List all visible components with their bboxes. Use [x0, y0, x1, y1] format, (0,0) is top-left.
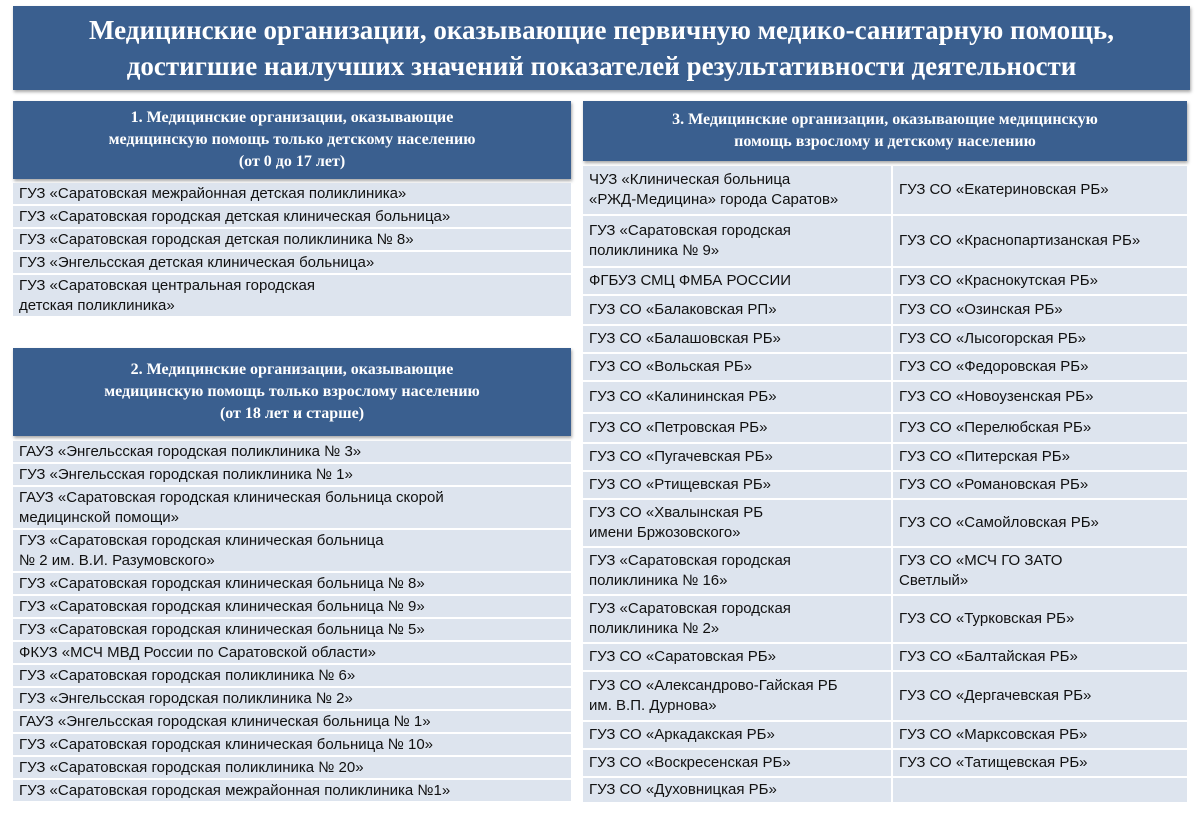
list-item-text: ГУЗ «Саратовская межрайонная детская поликлиника»: [19, 185, 407, 202]
table-cell-left: [583, 750, 893, 778]
table-cell-right: [893, 268, 1187, 296]
table-cell-line: ГУЗ СО «Духовницкая РБ»: [589, 781, 777, 798]
table-cell-text: [589, 300, 777, 320]
table-cell-line: ГУЗ СО «Воскресенская РБ»: [589, 754, 791, 771]
list-item-text: ГУЗ «Саратовская городская клиническая больница № 8»: [19, 575, 425, 592]
table-cell-text: [899, 475, 1088, 495]
table-cell-left: [583, 500, 893, 548]
list-item: [13, 252, 571, 275]
table-cell-text: [899, 725, 1087, 745]
title-line: Медицинские организации, оказывающие первичную медико-санитарную помощь,: [89, 15, 1114, 45]
list-item-text: ГУЗ «Энгельсская детская клиническая больница»: [19, 254, 375, 271]
table-cell-line: «РЖД-Медицина» города Саратов»: [589, 191, 839, 208]
list-item-text: ГУЗ «Саратовская городская клиническая больница № 10»: [19, 736, 434, 753]
table-cell-line: ГУЗ СО «Александрово-Гайская РБ: [589, 677, 838, 694]
list-item-text: ФКУЗ «МСЧ МВД России по Саратовской области»: [19, 644, 376, 661]
table-cell-right: [893, 414, 1187, 444]
table-cell-right: [893, 296, 1187, 326]
list-item-text: ГУЗ «Саратовская городская клиническая больница № 9»: [19, 598, 425, 615]
table-cell-right: [893, 500, 1187, 548]
list-item-text: ГУЗ «Саратовская городская детская поликлиника № 8»: [19, 231, 414, 248]
table-cell-right: [893, 472, 1187, 500]
table-cell-left: [583, 548, 893, 596]
table-cell-line: ГУЗ «Саратовская городская: [589, 552, 791, 569]
section1-heading: [13, 101, 571, 179]
table-cell-right: [893, 382, 1187, 414]
table-cell-text: [589, 551, 791, 591]
table-cell-left: [583, 722, 893, 750]
section3-heading: [583, 101, 1187, 161]
table-cell-line: ГУЗ СО «Романовская РБ»: [899, 476, 1089, 493]
table-cell-text: [589, 170, 838, 210]
table-cell-line: ГУЗ СО «Вольская РБ»: [589, 358, 753, 375]
table-cell-line: ГУЗ СО «Балтайская РБ»: [899, 648, 1078, 665]
table-cell-left: [583, 414, 893, 444]
table-cell-text: [589, 221, 791, 261]
list-item: [13, 183, 571, 206]
table-cell-text: [899, 357, 1088, 377]
table-cell-text: [589, 753, 791, 773]
table-cell-text: [589, 475, 771, 495]
section2-heading: [13, 348, 571, 436]
table-cell-right: [893, 326, 1187, 354]
table-cell-text: [589, 271, 791, 291]
table-cell-line: ГУЗ СО «Марксовская РБ»: [899, 726, 1088, 743]
list-item-text: ГАУЗ «Саратовская городская клиническая больница скорой: [19, 489, 444, 506]
table-cell-text: [899, 329, 1086, 349]
table-cell-text: [899, 231, 1140, 251]
section2-list: [13, 441, 571, 803]
section2-heading-line: (от 18 лет и старше): [219, 405, 365, 422]
list-item: [13, 275, 571, 318]
table-cell-right: [893, 166, 1187, 216]
list-item: [13, 530, 571, 573]
list-item: [13, 619, 571, 642]
list-item-text: ГУЗ «Энгельсская городская поликлиника № 2»: [19, 690, 353, 707]
table-cell-line: ГУЗ СО «Балашовская РБ»: [589, 330, 781, 347]
list-item-text: ГУЗ «Саратовская городская клиническая больница № 5»: [19, 621, 425, 638]
table-cell-right: [893, 644, 1187, 672]
table-cell-left: [583, 596, 893, 644]
table-cell-right: [893, 354, 1187, 382]
table-cell-line: поликлиника № 2»: [589, 620, 720, 637]
table-cell-line: ФГБУЗ СМЦ ФМБА РОССИИ: [589, 272, 792, 289]
table-cell-line: ГУЗ СО «МСЧ ГО ЗАТО: [899, 552, 1063, 569]
table-cell-right: [893, 216, 1187, 268]
table-cell-line: имени Бржозовского»: [589, 524, 741, 541]
table-cell-line: ГУЗ СО «Ртищевская РБ»: [589, 476, 772, 493]
table-cell-line: ГУЗ СО «Дергачевская РБ»: [899, 687, 1092, 704]
table-cell-text: [899, 300, 1063, 320]
list-item-text: медицинской помощи»: [19, 509, 180, 526]
table-cell-text: [589, 357, 752, 377]
table-cell-right: [893, 750, 1187, 778]
table-cell-text: [589, 676, 838, 716]
page-title: [13, 6, 1190, 90]
list-item: [13, 688, 571, 711]
list-item: [13, 464, 571, 487]
table-cell-right: [893, 722, 1187, 750]
table-cell-text: [589, 599, 791, 639]
table-cell-line: ГУЗ СО «Балаковская РП»: [589, 301, 777, 318]
table-cell-text: [899, 551, 1062, 591]
table-cell-left: [583, 354, 893, 382]
table-cell-text: [899, 180, 1109, 200]
table-cell-line: ГУЗ СО «Аркадакская РБ»: [589, 726, 775, 743]
table-cell-line: ГУЗ «Саратовская городская: [589, 600, 791, 617]
list-item: [13, 229, 571, 252]
table-cell-left: [583, 326, 893, 354]
list-item: [13, 573, 571, 596]
table-cell-line: ГУЗ СО «Новоузенская РБ»: [899, 388, 1094, 405]
list-item-text: ГУЗ «Саратовская городская поликлиника № 6»: [19, 667, 356, 684]
table-cell-text: [589, 447, 773, 467]
section1-heading-line: (от 0 до 17 лет): [238, 153, 346, 170]
table-cell-line: ГУЗ СО «Краснопартизанская РБ»: [899, 232, 1141, 249]
list-item: [13, 642, 571, 665]
table-cell-line: ГУЗ СО «Екатериновская РБ»: [899, 181, 1109, 198]
table-cell-left: [583, 216, 893, 268]
list-item: [13, 441, 571, 464]
table-cell-text: [589, 387, 777, 407]
table-cell-line: ГУЗ СО «Озинская РБ»: [899, 301, 1063, 318]
list-item-text: ГУЗ «Саратовская городская детская клиническая больница»: [19, 208, 451, 225]
list-item-text: № 2 им. В.И. Разумовского»: [19, 552, 215, 569]
table-cell-line: ГУЗ СО «Краснокутская РБ»: [899, 272, 1098, 289]
table-cell-line: ГУЗ «Саратовская городская: [589, 222, 791, 239]
section3-table: [583, 166, 1187, 804]
list-item-text: ГУЗ «Саратовская городская межрайонная поликлиника №1»: [19, 782, 451, 799]
table-cell-line: ГУЗ СО «Перелюбская РБ»: [899, 419, 1092, 436]
table-cell-left: [583, 166, 893, 216]
table-cell-left: [583, 472, 893, 500]
list-item-text: ГУЗ «Саратовская городская клиническая больница: [19, 532, 384, 549]
table-cell-text: [589, 647, 776, 667]
table-cell-text: [899, 447, 1070, 467]
table-cell-text: [899, 609, 1074, 629]
table-cell-line: ГУЗ СО «Петровская РБ»: [589, 419, 768, 436]
list-item: [13, 757, 571, 780]
table-cell-line: ГУЗ СО «Хвалынская РБ: [589, 504, 764, 521]
list-item: [13, 665, 571, 688]
table-cell-left: [583, 644, 893, 672]
section3-heading-line: 3. Медицинские организации, оказывающие медицинскую: [672, 111, 1098, 128]
table-cell-line: ГУЗ СО «Самойловская РБ»: [899, 514, 1099, 531]
table-cell-text: [899, 271, 1098, 291]
table-cell-text: [899, 753, 1088, 773]
table-cell-text: [589, 503, 763, 543]
section2-heading-line: медицинскую помощь только взрослому населению: [104, 383, 480, 400]
table-cell-text: [899, 387, 1093, 407]
title-line: достигшие наилучших значений показателей результативности деятельности: [126, 51, 1077, 81]
table-cell-text: [899, 513, 1099, 533]
table-cell-line: ГУЗ СО «Турковская РБ»: [899, 610, 1075, 627]
table-cell-line: ГУЗ СО «Татищевская РБ»: [899, 754, 1088, 771]
section1-heading-line: медицинскую помощь только детскому населению: [108, 131, 476, 148]
table-cell-line: ГУЗ СО «Лысогорская РБ»: [899, 330, 1086, 347]
list-item: [13, 206, 571, 229]
list-item: [13, 596, 571, 619]
section3-heading-line: помощь взрослому и детскому населению: [734, 133, 1036, 150]
table-cell-line: ГУЗ СО «Пугачевская РБ»: [589, 448, 773, 465]
table-cell-line: поликлиника № 16»: [589, 572, 728, 589]
list-item-text: детская поликлиника»: [19, 297, 175, 314]
list-item-text: ГУЗ «Энгельсская городская поликлиника № 1»: [19, 466, 353, 483]
table-cell-left: [583, 778, 893, 804]
table-cell-text: [589, 418, 767, 438]
list-item: [13, 711, 571, 734]
table-cell-text: [899, 686, 1091, 706]
table-cell-text: [589, 780, 777, 800]
table-cell-left: [583, 382, 893, 414]
table-cell-text: [899, 418, 1091, 438]
table-cell-left: [583, 444, 893, 472]
list-item-text: ГУЗ «Саратовская центральная городская: [19, 277, 315, 294]
list-item-text: ГАУЗ «Энгельсская городская поликлиника № 3»: [19, 443, 362, 460]
table-cell-right: [893, 596, 1187, 644]
table-cell-left: [583, 268, 893, 296]
list-item: [13, 780, 571, 803]
table-cell-right: [893, 778, 1187, 804]
table-cell-text: [899, 647, 1078, 667]
table-cell-line: ГУЗ СО «Калининская РБ»: [589, 388, 777, 405]
table-cell-line: ГУЗ СО «Федоровская РБ»: [899, 358, 1089, 375]
section1-list: [13, 183, 571, 318]
table-cell-right: [893, 548, 1187, 596]
list-item: [13, 487, 571, 530]
table-cell-line: ЧУЗ «Клиническая больница: [589, 171, 791, 188]
table-cell-text: [589, 329, 781, 349]
table-cell-line: поликлиника № 9»: [589, 242, 720, 259]
table-cell-line: ГУЗ СО «Питерская РБ»: [899, 448, 1070, 465]
table-cell-text: [589, 725, 775, 745]
table-cell-line: Светлый»: [899, 572, 969, 589]
list-item-text: ГАУЗ «Энгельсская городская клиническая больница № 1»: [19, 713, 431, 730]
table-cell-left: [583, 672, 893, 722]
table-cell-right: [893, 672, 1187, 722]
list-item: [13, 734, 571, 757]
table-cell-right: [893, 444, 1187, 472]
section2-heading-line: 2. Медицинские организации, оказывающие: [130, 361, 454, 378]
list-item-text: ГУЗ «Саратовская городская поликлиника № 20»: [19, 759, 364, 776]
table-cell-line: им. В.П. Дурнова»: [589, 697, 717, 714]
section1-heading-line: 1. Медицинские организации, оказывающие: [130, 109, 454, 126]
table-cell-left: [583, 296, 893, 326]
table-cell-line: ГУЗ СО «Саратовская РБ»: [589, 648, 776, 665]
